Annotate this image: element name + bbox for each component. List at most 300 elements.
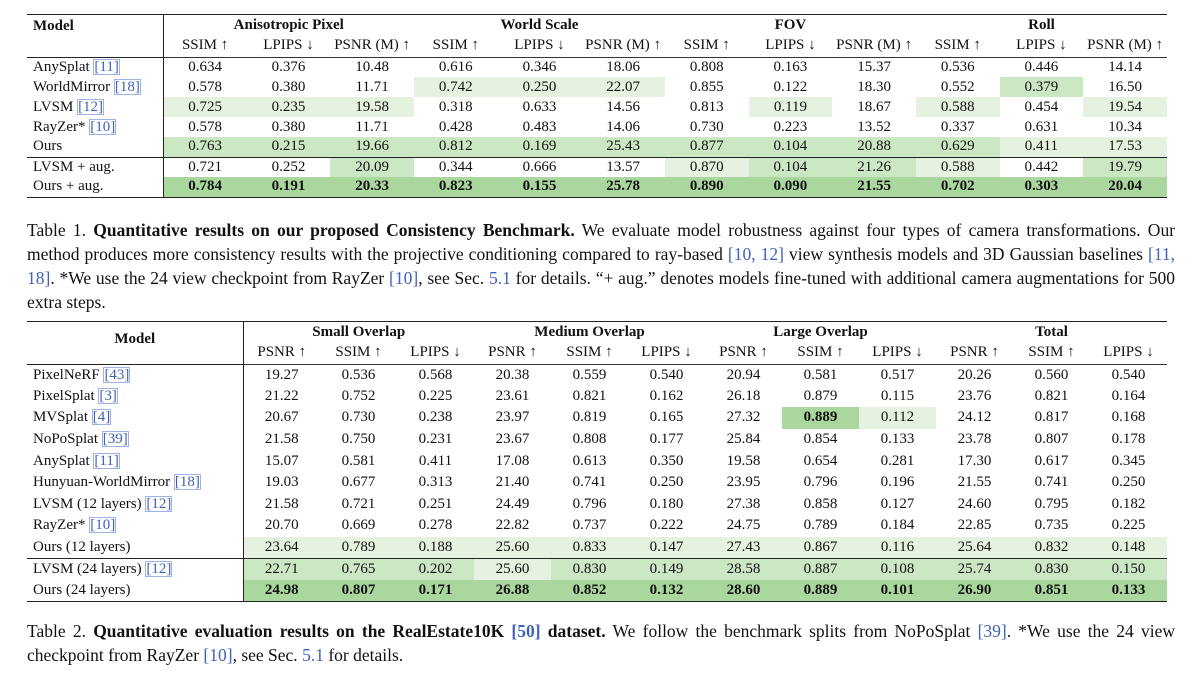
model-name: AnySplat — [33, 452, 90, 469]
value-cell: 0.752 — [341, 387, 376, 404]
value-cell: 25.64 — [936, 537, 1013, 559]
value-cell: 0.807 — [1034, 431, 1069, 448]
model-name-cell — [27, 472, 243, 494]
metric-header: PSNR (M) ↑ — [832, 35, 916, 57]
value-cell: 0.830 — [1013, 558, 1090, 580]
model-name-cell — [27, 429, 243, 451]
value-cell: 23.67 — [495, 431, 530, 448]
value-cell: 13.52 — [857, 118, 891, 135]
value-cell: 0.202 — [397, 558, 474, 580]
value-cell: 0.817 — [1034, 409, 1069, 426]
model-name: PixelNeRF — [33, 366, 100, 383]
value-cell: 0.231 — [418, 431, 453, 448]
value-cell: 0.854 — [803, 431, 838, 448]
value-cell: 0.483 — [522, 118, 557, 135]
value-cell: 0.380 — [271, 78, 306, 95]
value-cell: 27.43 — [705, 537, 782, 559]
model-name-cell — [27, 97, 163, 117]
value-cell: 20.09 — [330, 157, 414, 177]
value-cell: 0.852 — [551, 580, 628, 602]
citation-link[interactable]: [11] — [94, 58, 119, 75]
value-cell: 14.56 — [606, 98, 640, 115]
caption-text: for details. “+ aug.” denotes models fine-tuned with additional camera augmentations for 500 extra steps. — [27, 268, 1175, 312]
metric-header: PSNR (M) ↑ — [330, 35, 414, 57]
citation-link[interactable]: [3] — [99, 387, 117, 404]
value-cell: 0.119 — [749, 97, 833, 117]
value-cell: 0.823 — [414, 177, 498, 197]
value-cell: 20.04 — [1083, 177, 1167, 197]
value-cell: 0.812 — [414, 137, 498, 157]
metric-header: PSNR ↑ — [705, 342, 782, 364]
value-cell: 0.222 — [649, 517, 684, 534]
value-cell: 17.53 — [1083, 137, 1167, 157]
table-row — [27, 117, 1167, 137]
value-cell: 0.278 — [418, 517, 453, 534]
model-name-cell — [27, 77, 163, 97]
value-cell: 0.536 — [341, 366, 376, 383]
citation-link[interactable]: [10] — [90, 517, 116, 534]
metric-header: SSIM ↑ — [163, 35, 247, 57]
table2-caption — [27, 619, 1175, 667]
value-cell: 0.155 — [498, 177, 582, 197]
value-cell: 0.101 — [859, 580, 936, 602]
value-cell: 0.104 — [749, 137, 833, 157]
model-name-cell — [27, 137, 163, 157]
value-cell: 25.84 — [726, 431, 761, 448]
value-cell: 25.78 — [581, 177, 665, 197]
value-cell: 0.741 — [1034, 474, 1069, 491]
model-name: MVSplat — [33, 409, 89, 426]
table-row — [27, 472, 1167, 494]
value-cell: 0.830 — [551, 558, 628, 580]
value-cell: 0.889 — [782, 580, 859, 602]
metric-header: PSNR (M) ↑ — [1083, 35, 1167, 57]
value-cell: 0.171 — [397, 580, 474, 602]
value-cell: 20.67 — [243, 407, 320, 429]
value-cell: 0.191 — [247, 177, 331, 197]
value-cell: 0.631 — [1024, 118, 1059, 135]
value-cell: 0.379 — [1000, 77, 1084, 97]
value-cell: 0.112 — [859, 407, 936, 429]
value-cell: 0.428 — [438, 118, 473, 135]
value-cell: 0.870 — [665, 157, 749, 177]
value-cell: 23.97 — [495, 409, 530, 426]
value-cell: 20.88 — [832, 137, 916, 157]
metric-header: SSIM ↑ — [551, 342, 628, 364]
value-cell: 0.411 — [418, 452, 453, 469]
value-cell: 0.250 — [649, 474, 684, 491]
value-cell: 0.168 — [1111, 409, 1146, 426]
value-cell: 27.32 — [726, 409, 761, 426]
value-cell: 0.380 — [271, 118, 306, 135]
value-cell: 25.60 — [474, 558, 551, 580]
citation-link[interactable]: [43] — [104, 366, 130, 383]
value-cell: 17.08 — [495, 452, 530, 469]
value-cell: 19.54 — [1083, 97, 1167, 117]
value-cell: 0.235 — [247, 97, 331, 117]
value-cell: 19.03 — [243, 472, 320, 494]
model-name: LVSM + aug. — [33, 158, 115, 175]
value-cell: 0.188 — [397, 537, 474, 559]
value-cell: 0.634 — [163, 57, 247, 77]
model-name-cell — [27, 157, 163, 177]
table-row — [27, 558, 1167, 580]
value-cell: 0.789 — [320, 537, 397, 559]
caption-title: Quantitative results on our proposed Consistency Benchmark. — [93, 220, 575, 240]
value-cell: 19.58 — [330, 97, 414, 117]
table-row — [27, 137, 1167, 157]
value-cell: 0.819 — [572, 409, 607, 426]
table-realestate10k — [27, 321, 1167, 602]
value-cell: 0.588 — [916, 157, 1000, 177]
value-cell: 14.14 — [1108, 58, 1142, 75]
metric-header: LPIPS ↓ — [498, 35, 582, 57]
value-cell: 0.376 — [271, 58, 306, 75]
value-cell: 0.090 — [749, 177, 833, 197]
caption-text: , see Sec. — [232, 645, 303, 665]
value-cell: 20.70 — [243, 515, 320, 537]
value-cell: 21.58 — [243, 494, 320, 516]
value-cell: 0.559 — [572, 366, 607, 383]
value-cell: 15.07 — [243, 450, 320, 472]
value-cell: 23.78 — [957, 431, 992, 448]
caption-title-text: dataset. — [540, 621, 606, 641]
metric-header: LPIPS ↓ — [749, 35, 833, 57]
metric-header: LPIPS ↓ — [1000, 35, 1084, 57]
model-name-cell — [27, 386, 243, 408]
value-cell: 19.58 — [726, 452, 761, 469]
table-row — [27, 515, 1167, 537]
section-link[interactable]: 5.1 — [302, 645, 324, 665]
value-cell: 0.677 — [341, 474, 376, 491]
value-cell: 0.165 — [649, 409, 684, 426]
caption-text: We evaluate model robustness against four types of camera transformations. Our method produces more consistency results with the projective conditioning compared to ray-based — [27, 220, 1176, 264]
value-cell: 0.281 — [880, 452, 915, 469]
citation-link[interactable]: [18] — [174, 474, 200, 491]
value-cell: 0.446 — [1024, 58, 1059, 75]
value-cell: 0.702 — [916, 177, 1000, 197]
value-cell: 0.730 — [689, 118, 724, 135]
table-row — [27, 407, 1167, 429]
value-cell: 0.454 — [1024, 98, 1059, 115]
model-name: Ours — [33, 138, 63, 155]
value-cell: 0.223 — [773, 118, 808, 135]
value-cell: 11.71 — [355, 78, 389, 95]
value-cell: 0.540 — [649, 366, 684, 383]
model-name-cell — [27, 177, 163, 197]
value-cell: 0.588 — [916, 97, 1000, 117]
value-cell: 0.784 — [163, 177, 247, 197]
value-cell: 0.796 — [803, 474, 838, 491]
table-row — [27, 364, 1167, 386]
model-header: Model — [27, 322, 243, 365]
value-cell: 10.34 — [1108, 118, 1142, 135]
value-cell: 24.98 — [243, 580, 320, 602]
metric-header: PSNR ↑ — [474, 342, 551, 364]
value-cell: 10.48 — [355, 58, 390, 75]
metric-header: SSIM ↑ — [782, 342, 859, 364]
value-cell: 0.345 — [1111, 452, 1146, 469]
value-cell: 21.55 — [832, 177, 916, 197]
value-cell: 0.654 — [803, 452, 838, 469]
model-name: Ours (12 layers) — [33, 538, 131, 555]
model-name-cell — [27, 515, 243, 537]
value-cell: 0.821 — [572, 387, 607, 404]
value-cell: 0.540 — [1111, 366, 1146, 383]
value-cell: 0.133 — [880, 431, 915, 448]
value-cell: 18.67 — [857, 98, 891, 115]
group-header: Large Overlap — [705, 322, 936, 343]
value-cell: 18.30 — [857, 78, 891, 95]
table-row — [27, 77, 1167, 97]
value-cell: 0.821 — [1034, 387, 1069, 404]
value-cell: 0.887 — [782, 558, 859, 580]
value-cell: 19.27 — [243, 364, 320, 386]
citation-link[interactable]: [50] — [511, 621, 541, 641]
value-cell: 0.616 — [438, 58, 473, 75]
value-cell: 21.22 — [243, 386, 320, 408]
value-cell: 0.184 — [880, 517, 915, 534]
metric-header: LPIPS ↓ — [628, 342, 705, 364]
value-cell: 20.94 — [726, 366, 761, 383]
value-cell: 0.735 — [1034, 517, 1069, 534]
value-cell: 0.250 — [498, 77, 582, 97]
value-cell: 0.238 — [418, 409, 453, 426]
citation-link[interactable]: [4] — [92, 409, 111, 426]
value-cell: 0.442 — [1000, 157, 1084, 177]
table-row — [27, 429, 1167, 451]
value-cell: 0.104 — [749, 157, 833, 177]
value-cell: 0.795 — [1034, 495, 1069, 512]
table-consistency-benchmark — [27, 14, 1167, 198]
model-name: LVSM (24 layers) — [33, 560, 142, 577]
model-name-cell — [27, 364, 243, 386]
value-cell: 0.560 — [1034, 366, 1069, 383]
value-cell: 22.07 — [581, 77, 665, 97]
value-cell: 23.95 — [726, 474, 761, 491]
value-cell: 0.169 — [498, 137, 582, 157]
table1-caption — [27, 218, 1175, 314]
value-cell: 0.633 — [522, 98, 557, 115]
caption-text: . *We use the 24 view checkpoint from RayZer — [27, 621, 1176, 665]
value-cell: 0.250 — [1111, 474, 1146, 491]
value-cell: 0.148 — [1090, 537, 1167, 559]
table-row — [27, 386, 1167, 408]
value-cell: 25.43 — [581, 137, 665, 157]
value-cell: 0.617 — [1034, 452, 1069, 469]
caption-text: view synthesis models and 3D Gaussian baselines — [783, 244, 1148, 264]
group-header: Anisotropic Pixel — [163, 15, 414, 36]
value-cell: 0.879 — [803, 387, 838, 404]
value-cell: 0.721 — [341, 495, 376, 512]
value-cell: 0.252 — [247, 157, 331, 177]
citation-link[interactable]: [10, 12] — [727, 244, 784, 264]
value-cell: 0.337 — [940, 118, 975, 135]
value-cell: 28.58 — [705, 558, 782, 580]
value-cell: 0.303 — [1000, 177, 1084, 197]
value-cell: 0.808 — [689, 58, 724, 75]
table-row — [27, 537, 1167, 559]
value-cell: 0.858 — [803, 495, 838, 512]
citation-link[interactable]: [11, 18] — [27, 244, 1176, 288]
model-name-cell — [27, 494, 243, 516]
table-row — [27, 57, 1167, 77]
model-name: Ours + aug. — [33, 178, 104, 195]
model-name-cell — [27, 450, 243, 472]
model-name: AnySplat — [33, 58, 90, 75]
model-header: Model — [27, 15, 163, 58]
value-cell: 27.38 — [726, 495, 761, 512]
group-header: Medium Overlap — [474, 322, 705, 343]
value-cell: 0.725 — [163, 97, 247, 117]
table-row — [27, 494, 1167, 516]
value-cell: 0.178 — [1111, 431, 1146, 448]
group-header: Roll — [916, 15, 1167, 36]
value-cell: 22.85 — [957, 517, 992, 534]
section-link[interactable]: 5.1 — [488, 268, 511, 288]
value-cell: 16.50 — [1108, 78, 1142, 95]
value-cell: 0.150 — [1090, 558, 1167, 580]
model-name-cell — [27, 558, 243, 580]
model-name: LVSM (12 layers) — [33, 495, 142, 512]
citation-link[interactable]: [10] — [389, 268, 419, 288]
caption-text: We follow the benchmark splits from NoPoSplat — [605, 621, 978, 641]
model-name-cell — [27, 537, 243, 559]
value-cell: 0.613 — [572, 452, 607, 469]
model-name: PixelSplat — [33, 387, 95, 404]
value-cell: 0.122 — [773, 78, 808, 95]
value-cell: 0.196 — [880, 474, 915, 491]
value-cell: 0.164 — [1111, 387, 1146, 404]
value-cell: 0.350 — [649, 452, 684, 469]
table-row — [27, 450, 1167, 472]
metric-header: SSIM ↑ — [1013, 342, 1090, 364]
caption-title — [93, 621, 605, 641]
caption-title-text: Quantitative evaluation results on the RealEstate10K — [93, 621, 512, 641]
model-name-cell — [27, 57, 163, 77]
metric-header: LPIPS ↓ — [859, 342, 936, 364]
value-cell: 0.581 — [803, 366, 838, 383]
metric-header: SSIM ↑ — [320, 342, 397, 364]
value-cell: 0.177 — [649, 431, 684, 448]
value-cell: 21.26 — [832, 157, 916, 177]
value-cell: 22.71 — [243, 558, 320, 580]
value-cell: 28.60 — [705, 580, 782, 602]
value-cell: 26.18 — [726, 387, 761, 404]
metric-header: PSNR (M) ↑ — [581, 35, 665, 57]
value-cell: 21.55 — [957, 474, 992, 491]
value-cell: 26.90 — [936, 580, 1013, 602]
citation-link[interactable]: [12] — [146, 560, 172, 577]
value-cell: 18.06 — [606, 58, 640, 75]
value-cell: 24.75 — [726, 517, 761, 534]
value-cell: 0.127 — [880, 495, 915, 512]
value-cell: 21.40 — [495, 474, 530, 491]
value-cell: 0.149 — [628, 558, 705, 580]
citation-link[interactable]: [11] — [94, 452, 119, 469]
value-cell: 0.215 — [247, 137, 331, 157]
value-cell: 0.411 — [1000, 137, 1084, 157]
value-cell: 0.115 — [880, 387, 915, 404]
value-cell: 20.33 — [330, 177, 414, 197]
value-cell: 0.180 — [649, 495, 684, 512]
citation-link[interactable]: [12] — [78, 98, 104, 115]
group-header: Small Overlap — [243, 322, 474, 343]
model-name: RayZer* — [33, 118, 86, 135]
value-cell: 0.147 — [628, 537, 705, 559]
value-cell: 23.61 — [495, 387, 530, 404]
value-cell: 0.346 — [522, 58, 557, 75]
value-cell: 0.225 — [1111, 517, 1146, 534]
value-cell: 0.629 — [916, 137, 1000, 157]
model-name-cell — [27, 580, 243, 602]
value-cell: 14.06 — [606, 118, 640, 135]
metric-header: SSIM ↑ — [414, 35, 498, 57]
value-cell: 0.742 — [414, 77, 498, 97]
metric-header: LPIPS ↓ — [247, 35, 331, 57]
value-cell: 0.808 — [572, 431, 607, 448]
table-row — [27, 177, 1167, 197]
caption-text: . *We use the 24 view checkpoint from RayZer — [50, 268, 390, 288]
value-cell: 0.116 — [859, 537, 936, 559]
value-cell: 13.57 — [581, 157, 665, 177]
model-name-cell — [27, 407, 243, 429]
metric-header: LPIPS ↓ — [397, 342, 474, 364]
value-cell: 17.30 — [957, 452, 992, 469]
model-name: LVSM — [33, 98, 74, 115]
value-cell: 0.867 — [782, 537, 859, 559]
value-cell: 11.71 — [355, 118, 389, 135]
value-cell: 0.251 — [418, 495, 453, 512]
value-cell: 0.750 — [341, 431, 376, 448]
value-cell: 0.889 — [782, 407, 859, 429]
value-cell: 0.225 — [418, 387, 453, 404]
model-name: NoPoSplat — [33, 431, 99, 448]
model-name-cell — [27, 117, 163, 137]
citation-link[interactable]: [10] — [90, 118, 116, 135]
value-cell: 0.763 — [163, 137, 247, 157]
value-cell: 0.578 — [163, 117, 247, 137]
value-cell: 0.182 — [1111, 495, 1146, 512]
citation-link[interactable]: [39] — [977, 621, 1007, 641]
value-cell: 0.877 — [665, 137, 749, 157]
value-cell: 0.517 — [880, 366, 915, 383]
citation-link[interactable]: [12] — [146, 495, 172, 512]
value-cell: 0.162 — [649, 387, 684, 404]
value-cell: 0.163 — [773, 58, 808, 75]
citation-link[interactable]: [18] — [114, 78, 140, 95]
model-name: WorldMirror — [33, 78, 111, 95]
value-cell: 0.132 — [628, 580, 705, 602]
citation-link[interactable]: [10] — [203, 645, 233, 665]
value-cell: 21.58 — [243, 429, 320, 451]
value-cell: 24.49 — [495, 495, 530, 512]
value-cell: 23.76 — [957, 387, 992, 404]
value-cell: 0.855 — [689, 78, 724, 95]
value-cell: 19.66 — [330, 137, 414, 157]
citation-link[interactable]: [39] — [102, 431, 128, 448]
value-cell: 0.108 — [859, 558, 936, 580]
value-cell: 0.807 — [320, 580, 397, 602]
value-cell: 0.536 — [940, 58, 975, 75]
value-cell: 22.82 — [495, 517, 530, 534]
value-cell: 0.851 — [1013, 580, 1090, 602]
value-cell: 0.669 — [341, 517, 376, 534]
value-cell: 15.37 — [857, 58, 891, 75]
model-name: Ours (24 layers) — [33, 581, 131, 598]
value-cell: 0.796 — [572, 495, 607, 512]
caption-text: for details. — [323, 645, 404, 665]
